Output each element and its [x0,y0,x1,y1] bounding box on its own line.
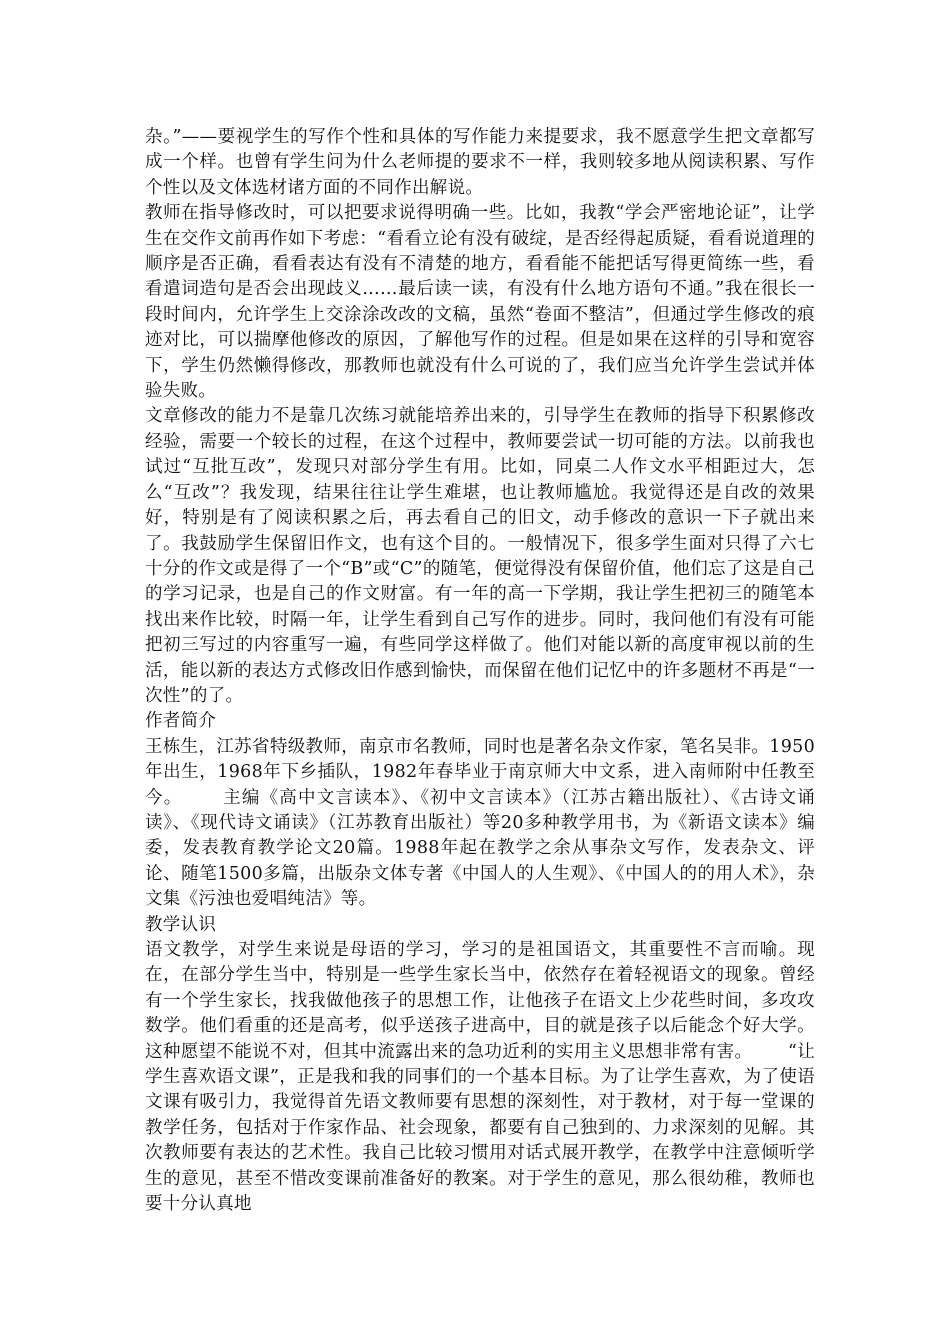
heading-teaching-views: 教学认识 [145,914,217,935]
paragraph-revision-ability: 文章修改的能力不是靠几次练习就能培养出来的，引导学生在教师的指导下积累修改经验，需要一个较长的过程，在这个过程中，教师要尝试一切可能的方法。以前我也试过“互批互改”，发现只对部分学生有用。比如，同桌二人作文水平相距过大，怎么“互改”？我发现，结果往往让学生难堪，也让教师尴尬。我觉得还是自改的效果好，特别是有了阅读积累之后，再去看自己的旧文，动手修改的意识一下子就出来了。我鼓励学生保留旧作文，也有这个目的。一般情况下，很多学生面对只得了六七十分的作文或是得了一个“B”或“C”的随笔，便觉得没有保留价值，他们忘了这是自己的学习记录，也是自己的作文财富。有一年的高一下学期，我让学生把初三的随笔本找出来作比较，时隔一年，让学生看到自己写作的进步。同时，我问他们有没有可能把初三写过的内容重写一遍，有些同学这样做了。他们对能以新的高度审视以前的生活，能以新的表达方式修改旧作感到愉快，而保留在他们记忆中的许多题材不再是“一次性”的了。 [145,406,815,706]
paragraph-teaching-views: 语文教学，对学生来说是母语的学习，学习的是祖国语文，其重要性不言而喻。现在，在部分学生当中，特别是一些学生家长当中，依然存在着轻视语文的现象。曾经有一个学生家长，找我做他孩子的思想工作，让他孩子在语文上少花些时间，多攻攻数学。他们看重的还是高考，似乎送孩子进高中，目的就是孩子以后能念个好大学。这种愿望不能说不对，但其中流露出来的急功近利的实用主义思想非常有害。 “让学生喜欢语文课”，正是我和我的同事们的一个基本目标。为了让学生喜欢，为了使语文课有吸引力，我觉得首先语文教师要有思想的深刻性，对于教材，对于每一堂课的教学任务，包括对于作家作品、社会现象，都要有自己独到的、力求深刻的见解。其次教师要有表达的艺术性。我自己比较习惯用对话式展开教学，在教学中注意倾听学生的意见，甚至不惜改变课前准备好的教案。对于学生的意见，那么很幼稚，教师也要十分认真地 [145,940,815,1215]
paragraph-revision-guidance: 教师在指导修改时，可以把要求说得明确一些。比如，我教“学会严密地论证”，让学生在交作文前再作如下考虑：“看看立论有没有破绽，是否经得起质疑，看看说道理的顺序是否正确，看看表达有没有不清楚的地方，看看能不能把话写得更简练一些，看看遣词造句是否会出现歧义……最后读一读，有没有什么地方语句不通。”我在很长一段时间内，允许学生上交涂涂改改的文稿，虽然“卷面不整洁”，但通过学生修改的痕迹对比，可以揣摩他修改的原因，了解他写作的过程。但是如果在这样的引导和宽容下，学生仍然懒得修改，那教师也就没有什么可说的了，我们应当允许学生尝试并体验失败。 [145,203,815,402]
paragraph-author-bio: 王栋生，江苏省特级教师，南京市名教师，同时也是著名杂文作家，笔名吴非。1950年出生，1968年下乡插队，1982年春毕业于南京师大中文系，进入南师附中任教至今。 主编《高中文言读本》、《初中文言读本》（江苏古籍出版社）、《古诗文诵读》、《现代诗文诵读》（江苏教育出版社）等20多种教学用书，为《新语文读本》编委，发表教育教学论文20篇。1988年起在教学之余从事杂文写作，发表杂文、评论、随笔1500多篇，出版杂文体专著《中国人的人生观》、《中国人的的用人术》，杂文集《污浊也爱唱纯洁》等。 [145,736,815,910]
document-page [145,125,815,1217]
heading-author-bio: 作者简介 [145,711,217,732]
paragraph-writing-requirements: 杂。”——要视学生的写作个性和具体的写作能力来提要求，我不愿意学生把文章都写成一个样。也曾有学生问为什么老师提的要求不一样，我则较多地从阅读积累、写作个性以及文体选材诸方面的不同作出解说。 [145,127,815,198]
